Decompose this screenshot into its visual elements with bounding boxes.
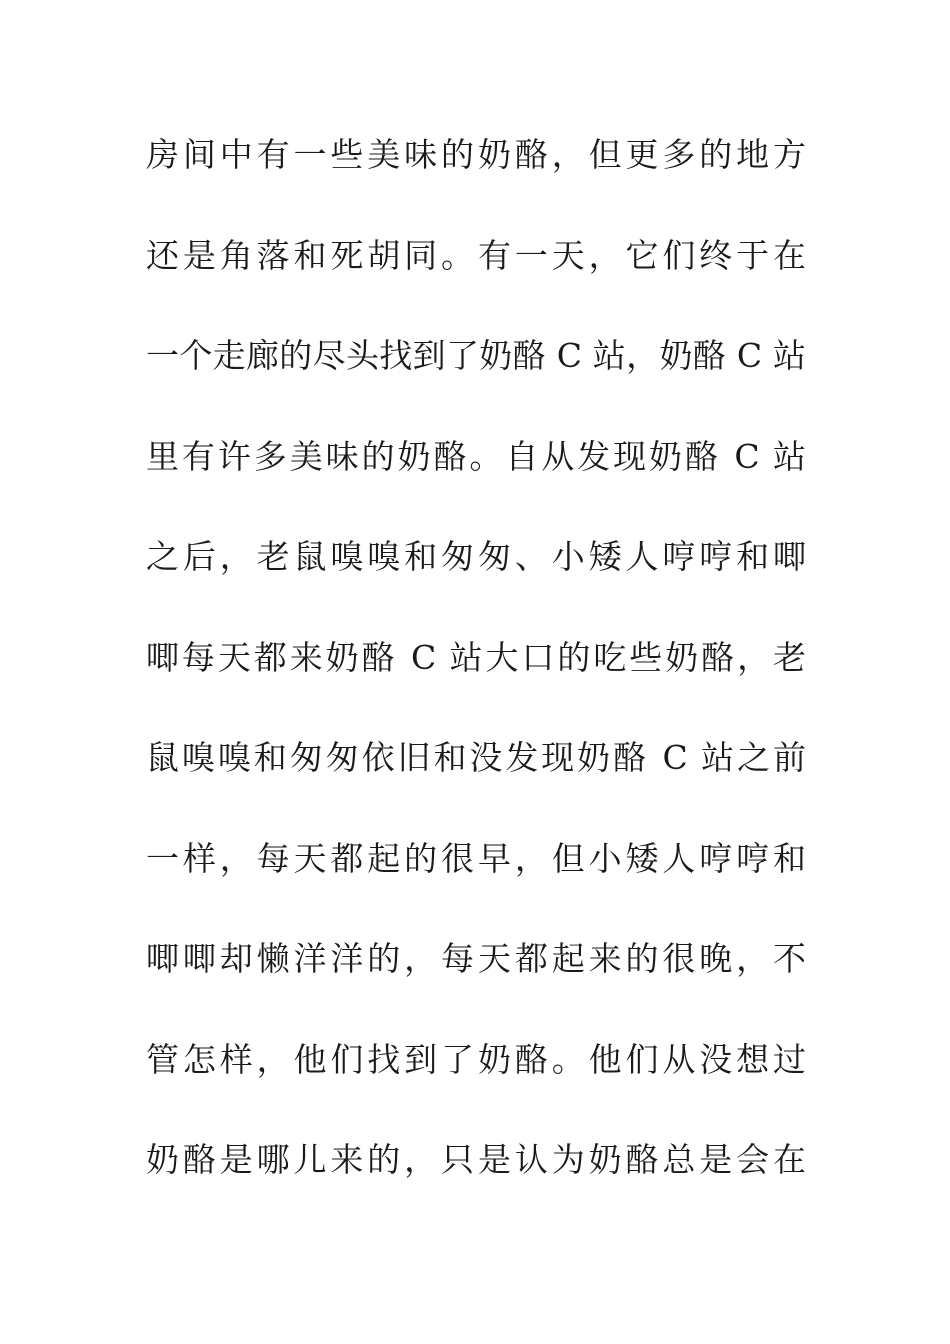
text-line: 一样，每天都起的很早，但小矮人哼哼和 bbox=[146, 838, 806, 878]
text-line: 管怎样，他们找到了奶酪。他们从没想过 bbox=[146, 1039, 806, 1079]
text-line: 之后，老鼠嗅嗅和匆匆、小矮人哼哼和唧 bbox=[146, 537, 806, 576]
text-line: 唧唧却懒洋洋的，每天都起来的很晚，不 bbox=[146, 939, 806, 978]
text-line: 房间中有一些美味的奶酪，但更多的地方 bbox=[146, 135, 806, 174]
text-line: 鼠嗅嗅和匆匆依旧和没发现奶酪 C 站之前 bbox=[146, 738, 806, 777]
text-line: 唧每天都来奶酪 C 站大口的吃些奶酪，老 bbox=[146, 637, 806, 677]
text-line: 一个走廊的尽头找到了奶酪 C 站，奶酪 C 站 bbox=[146, 336, 806, 375]
text-line: 还是角落和死胡同。有一天，它们终于在 bbox=[146, 235, 806, 275]
text-line: 里有许多美味的奶酪。自从发现奶酪 C 站 bbox=[146, 436, 806, 476]
body-text bbox=[146, 126, 806, 1232]
text-line: 奶酪是哪儿来的，只是认为奶酪总是会在 bbox=[146, 1140, 806, 1179]
